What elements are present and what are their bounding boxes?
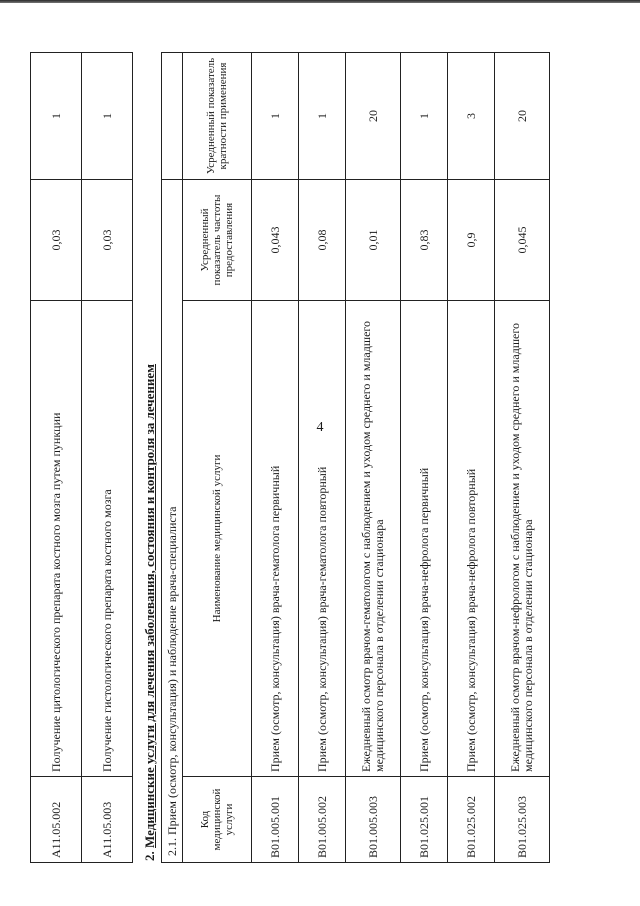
subsection-title: 2.1. Прием (осмотр, консультация) и наблюдение врача-специалиста: [162, 180, 183, 863]
table-row: [299, 53, 346, 863]
page-number: 4: [316, 420, 324, 435]
header-frequency: Усредненный показатель частоты предоставления: [183, 180, 252, 301]
multiplicity-value: 3: [448, 53, 495, 180]
frequency-value: 0,9: [448, 180, 495, 301]
frequency-value: 0,01: [346, 180, 401, 301]
table-row: [82, 53, 133, 863]
frequency-value: 0,043: [252, 180, 299, 301]
section-number: 2.: [142, 851, 157, 861]
multiplicity-value: 1: [401, 53, 448, 180]
page-content: [30, 43, 610, 863]
service-code: B01.025.003: [495, 777, 550, 863]
multiplicity-value: 20: [495, 53, 550, 180]
table-row: [495, 53, 550, 863]
subsection-row: [162, 53, 183, 863]
service-name: Прием (осмотр, консультация) врача-нефролога повторный: [448, 301, 495, 777]
top-table: [30, 52, 133, 863]
service-code: A11.05.003: [82, 777, 133, 863]
frequency-value: 0,03: [82, 180, 133, 301]
empty-cell: [162, 53, 183, 180]
table-row: [252, 53, 299, 863]
header-multiplicity: Усредненный показатель кратности применения: [183, 53, 252, 180]
services-table: [161, 52, 550, 863]
frequency-value: 0,08: [299, 180, 346, 301]
service-name: Получение гистологического препарата костного мозга: [82, 301, 133, 777]
header-code: Код медицинской услуги: [183, 777, 252, 863]
table-row: [401, 53, 448, 863]
service-name: Прием (осмотр, консультация) врача-гематолога первичный: [252, 301, 299, 777]
service-name: Прием (осмотр, консультация) врача-нефролога первичный: [401, 301, 448, 777]
service-code: B01.025.002: [448, 777, 495, 863]
table-row: [31, 53, 82, 863]
frequency-value: 0,045: [495, 180, 550, 301]
service-code: B01.005.001: [252, 777, 299, 863]
multiplicity-value: 20: [346, 53, 401, 180]
scan-edge: [0, 0, 640, 3]
service-name: Ежедневный осмотр врачом-нефрологом с наблюдением и уходом среднего и младшего медицинского персонала в отделении стационара: [495, 301, 550, 777]
frequency-value: 0,83: [401, 180, 448, 301]
service-code: B01.005.003: [346, 777, 401, 863]
header-name: Наименование медицинской услуги: [183, 301, 252, 777]
multiplicity-value: 1: [252, 53, 299, 180]
table-row: [448, 53, 495, 863]
service-code: A11.05.002: [31, 777, 82, 863]
header-row: [183, 53, 252, 863]
multiplicity-value: 1: [31, 53, 82, 180]
service-code: B01.025.001: [401, 777, 448, 863]
frequency-value: 0,03: [31, 180, 82, 301]
table-row: [346, 53, 401, 863]
service-code: B01.005.002: [299, 777, 346, 863]
multiplicity-value: 1: [299, 53, 346, 180]
service-name: Получение цитологического препарата костного мозга путем пункции: [31, 301, 82, 777]
multiplicity-value: 1: [82, 53, 133, 180]
section-title-text: Медицинские услуги для лечения заболевания, состояния и контроля за лечением: [142, 363, 157, 848]
service-name: Прием (осмотр, консультация) врача-гематолога повторный: [299, 301, 346, 777]
service-name: Ежедневный осмотр врачом-гематологом с наблюдением и уходом среднего и младшего медицинского персонала в отделении стационара: [346, 301, 401, 777]
section-title: [142, 364, 158, 861]
